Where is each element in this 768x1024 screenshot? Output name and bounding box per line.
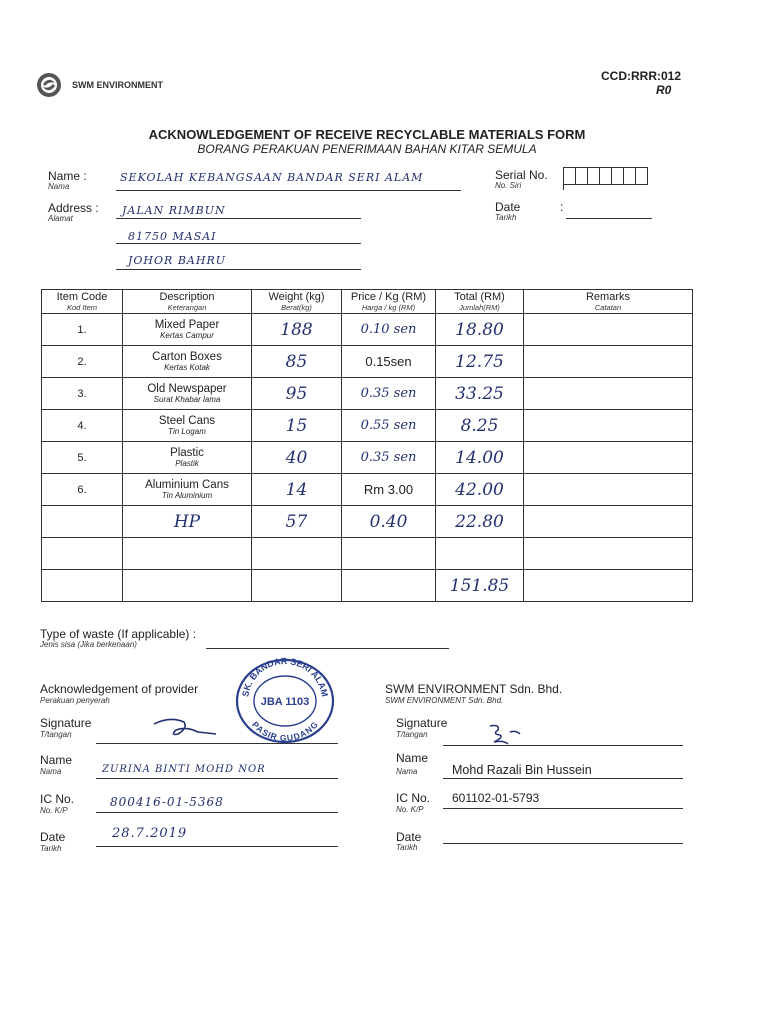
address-line-1: JALAN RIMBUN	[122, 204, 226, 217]
provider-ic-label: IC No.	[40, 792, 75, 806]
table-row	[42, 442, 693, 474]
table-row	[42, 410, 693, 442]
date-label-sub: Tarikh	[495, 213, 517, 222]
company-logo	[36, 72, 62, 98]
provider-signature	[150, 712, 220, 742]
item-description: HP	[123, 506, 252, 538]
provider-date-underline	[96, 846, 338, 847]
table-row	[42, 474, 693, 506]
item-description: Aluminium Cans Tin Aluminium	[123, 474, 252, 506]
swm-date-underline	[443, 843, 683, 844]
item-description	[123, 570, 252, 602]
provider-signature-sub: T/tangan	[40, 730, 72, 739]
item-description: Carton Boxes Kertas Kotak	[123, 346, 252, 378]
item-total: 8.25	[436, 410, 524, 442]
svg-text:JBA 1103: JBA 1103	[260, 696, 310, 708]
item-no: 3.	[42, 378, 123, 410]
table-row	[42, 378, 693, 410]
swm-heading-sub: SWM ENVIRONMENT Sdn. Bhd.	[385, 696, 504, 705]
item-remarks	[524, 442, 693, 474]
provider-date-label: Date	[40, 830, 66, 844]
form-subtitle: BORANG PERAKUAN PENERIMAAN BAHAN KITAR SEMULA	[197, 142, 537, 156]
item-price	[342, 538, 436, 570]
swm-name-sub: Nama	[396, 767, 418, 776]
table-row-grand-total	[42, 570, 693, 602]
item-price: 0.35 sen	[342, 442, 436, 474]
waste-type-sub: Jenis sisa (Jika berkenaan)	[40, 640, 137, 649]
address-line-2: 81750 MASAI	[128, 230, 217, 243]
item-description: Steel Cans Tin Logam	[123, 410, 252, 442]
provider-name-label: Name	[40, 753, 73, 767]
item-remarks	[524, 538, 693, 570]
provider-date-value: 28.7.2019	[112, 826, 188, 841]
address-underline-3	[116, 269, 361, 270]
item-weight: 95	[252, 378, 342, 410]
swm-ic-underline	[443, 808, 683, 809]
item-total: 42.00	[436, 474, 524, 506]
item-no	[42, 538, 123, 570]
item-remarks	[524, 346, 693, 378]
address-underline-1	[116, 218, 361, 219]
item-weight: 57	[252, 506, 342, 538]
swm-heading: SWM ENVIRONMENT Sdn. Bhd.	[385, 682, 563, 696]
name-label-sub: Nama	[48, 182, 70, 191]
item-total: 22.80	[436, 506, 524, 538]
form-title: ACKNOWLEDGEMENT OF RECEIVE RECYCLABLE MATERIALS FORM	[148, 127, 586, 142]
table-header-row	[42, 290, 693, 314]
item-total: 12.75	[436, 346, 524, 378]
item-total	[436, 538, 524, 570]
name-underline	[116, 190, 461, 191]
school-name: SEKOLAH KEBANGSAAN BANDAR SERI ALAM	[120, 171, 424, 184]
serial-label-sub: No. Siri	[495, 181, 522, 190]
swm-logo-icon	[36, 72, 62, 98]
provider-name-underline	[96, 778, 338, 779]
item-remarks	[524, 474, 693, 506]
table-row	[42, 538, 693, 570]
swm-ic-value: 601102-01-5793	[452, 791, 540, 805]
item-price: 0.10 sen	[342, 314, 436, 346]
serial-boxes	[563, 167, 648, 190]
provider-ic-value: 800416-01-5368	[110, 795, 224, 809]
item-no: 2.	[42, 346, 123, 378]
svg-text:SK. BANDAR SERI ALAM: SK. BANDAR SERI ALAM	[240, 657, 330, 698]
item-weight: 188	[252, 314, 342, 346]
provider-name-value: ZURINA BINTI MOHD NOR	[102, 764, 266, 775]
name-label: Name :	[48, 169, 87, 183]
item-total: 33.25	[436, 378, 524, 410]
swm-signature-label: Signature	[396, 716, 448, 730]
item-price: 0.35 sen	[342, 378, 436, 410]
col-item-code: Item Code Kod Item	[42, 290, 123, 314]
item-no: 6.	[42, 474, 123, 506]
item-weight: 15	[252, 410, 342, 442]
table-row	[42, 314, 693, 346]
item-weight	[252, 570, 342, 602]
date-label: Date	[495, 200, 521, 214]
swm-name-value: Mohd Razali Bin Hussein	[452, 763, 592, 777]
svg-text:PASIR GUDANG: PASIR GUDANG	[250, 719, 320, 744]
item-no	[42, 506, 123, 538]
waste-type-label: Type of waste (If applicable) :	[40, 627, 197, 641]
waste-type-underline	[206, 648, 449, 649]
address-line-3: JOHOR BAHRU	[128, 254, 226, 267]
table-row	[42, 506, 693, 538]
address-underline-2	[116, 243, 361, 244]
address-label: Address :	[48, 201, 99, 215]
swm-name-label: Name	[396, 751, 429, 765]
col-price: Price / Kg (RM) Harga / kg (RM)	[342, 290, 436, 314]
item-description: Mixed Paper Kertas Campur	[123, 314, 252, 346]
swm-name-underline	[443, 778, 683, 779]
swm-signature-underline	[443, 745, 683, 746]
item-remarks	[524, 410, 693, 442]
revision: R0	[656, 83, 672, 97]
item-total: 18.80	[436, 314, 524, 346]
col-total: Total (RM) Jumlah(RM)	[436, 290, 524, 314]
col-weight: Weight (kg) Berat(kg)	[252, 290, 342, 314]
col-remarks: Remarks Catatan	[524, 290, 693, 314]
provider-heading-sub: Perakuan penyerah	[40, 696, 110, 705]
swm-ic-label: IC No.	[396, 791, 431, 805]
logo-text: SWM ENVIRONMENT	[72, 80, 163, 90]
provider-date-sub: Tarikh	[40, 844, 62, 853]
item-no: 4.	[42, 410, 123, 442]
provider-signature-label: Signature	[40, 716, 92, 730]
provider-heading: Acknowledgement of provider	[40, 682, 199, 696]
swm-date-label: Date	[396, 830, 422, 844]
item-price	[342, 570, 436, 602]
item-weight	[252, 538, 342, 570]
item-weight: 85	[252, 346, 342, 378]
swm-date-sub: Tarikh	[396, 843, 418, 852]
grand-total: 151.85	[436, 570, 524, 602]
items-table	[41, 289, 693, 602]
item-remarks	[524, 314, 693, 346]
col-description: Description Keterangan	[123, 290, 252, 314]
serial-label: Serial No.	[495, 168, 548, 182]
swm-signature-sub: T/tangan	[396, 730, 428, 739]
item-remarks	[524, 506, 693, 538]
table-row	[42, 346, 693, 378]
provider-name-sub: Nama	[40, 767, 62, 776]
item-price: 0.55 sen	[342, 410, 436, 442]
document-code: CCD:RRR:012	[601, 69, 682, 83]
item-price: 0.40	[342, 506, 436, 538]
school-stamp	[234, 657, 336, 745]
date-underline	[566, 218, 652, 219]
swm-ic-sub: No. K/P	[396, 805, 424, 814]
item-price: Rm 3.00	[342, 474, 436, 506]
item-description: Old Newspaper Surat Khabar lama	[123, 378, 252, 410]
item-no: 5.	[42, 442, 123, 474]
item-price: 0.15sen	[342, 346, 436, 378]
item-remarks	[524, 570, 693, 602]
item-no	[42, 570, 123, 602]
address-label-sub: Alamat	[48, 214, 73, 223]
item-description: Plastic Plastik	[123, 442, 252, 474]
item-description	[123, 538, 252, 570]
item-weight: 14	[252, 474, 342, 506]
date-colon: :	[560, 200, 564, 214]
item-total: 14.00	[436, 442, 524, 474]
item-no: 1.	[42, 314, 123, 346]
provider-ic-sub: No. K/P	[40, 806, 68, 815]
item-remarks	[524, 378, 693, 410]
provider-ic-underline	[96, 812, 338, 813]
item-weight: 40	[252, 442, 342, 474]
